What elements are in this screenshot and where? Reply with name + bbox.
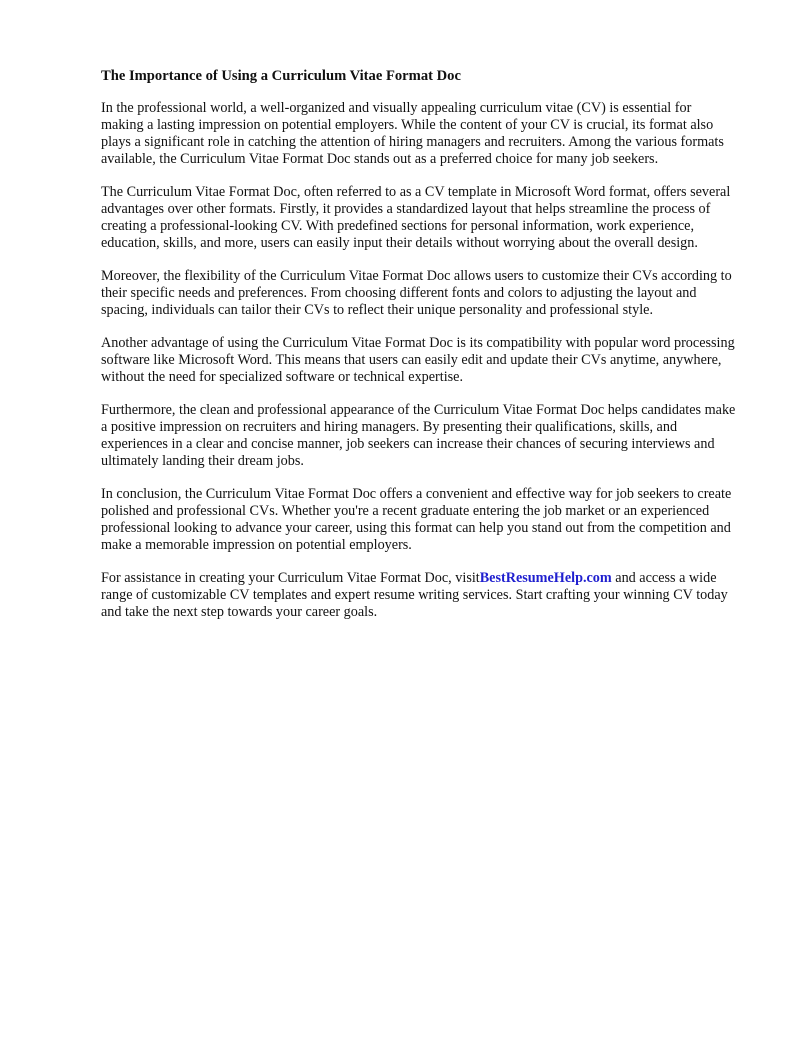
assistance-text-after-link: and access a wide range of customizable CV templates and expert resume writing services. Start crafting your winning CV today and take the next step towards your career goals.	[101, 570, 728, 620]
paragraph-intro: In the professional world, a well-organized and visually appealing curriculum vitae (CV) is essential for making a lasting impression on potential employers. While the content of your CV is crucial, its format also plays a significant role in catching the attention of hiring managers and recruiters. Among the various formats available, the Curriculum Vitae Format Doc stands out as a preferred choice for many job seekers.	[101, 100, 724, 167]
document-title: The Importance of Using a Curriculum Vitae Format Doc	[101, 68, 461, 84]
paragraph-appearance: Furthermore, the clean and professional appearance of the Curriculum Vitae Format Doc helps candidates make a positive impression on recruiters and hiring managers. By presenting their qualifications, skills, and experiences in a clear and concise manner, job seekers can increase their chances of securing interviews and ultimately landing their dream jobs.	[101, 402, 736, 469]
paragraph-compatibility: Another advantage of using the Curriculum Vitae Format Doc is its compatibility with popular word processing software like Microsoft Word. This means that users can easily edit and update their CVs anytime, anywhere, without the need for specialized software or technical expertise.	[101, 335, 735, 385]
paragraph-assistance	[101, 570, 737, 621]
assistance-text-before-link: For assistance in creating your Curriculum Vitae Format Doc, visit	[101, 570, 480, 586]
document-body	[101, 68, 737, 637]
paragraph-advantages: The Curriculum Vitae Format Doc, often referred to as a CV template in Microsoft Word format, offers several advantages over other formats. Firstly, it provides a standardized layout that helps streamline the process of creating a professional-looking CV. With predefined sections for personal information, work experience, education, skills, and more, users can easily input their details without worrying about the overall design.	[101, 184, 731, 251]
paragraph-conclusion: In conclusion, the Curriculum Vitae Format Doc offers a convenient and effective way for job seekers to create polished and professional CVs. Whether you're a recent graduate entering the job market or an experienced professional looking to advance your career, using this format can help you stand out from the competition and make a memorable impression on potential employers.	[101, 486, 732, 553]
bestresumehelp-link[interactable]: BestResumeHelp.com	[479, 570, 612, 586]
paragraph-flexibility: Moreover, the flexibility of the Curriculum Vitae Format Doc allows users to customize their CVs according to their specific needs and preferences. From choosing different fonts and colors to adjusting the layout and spacing, individuals can tailor their CVs to reflect their unique personality and professional style.	[101, 268, 732, 318]
